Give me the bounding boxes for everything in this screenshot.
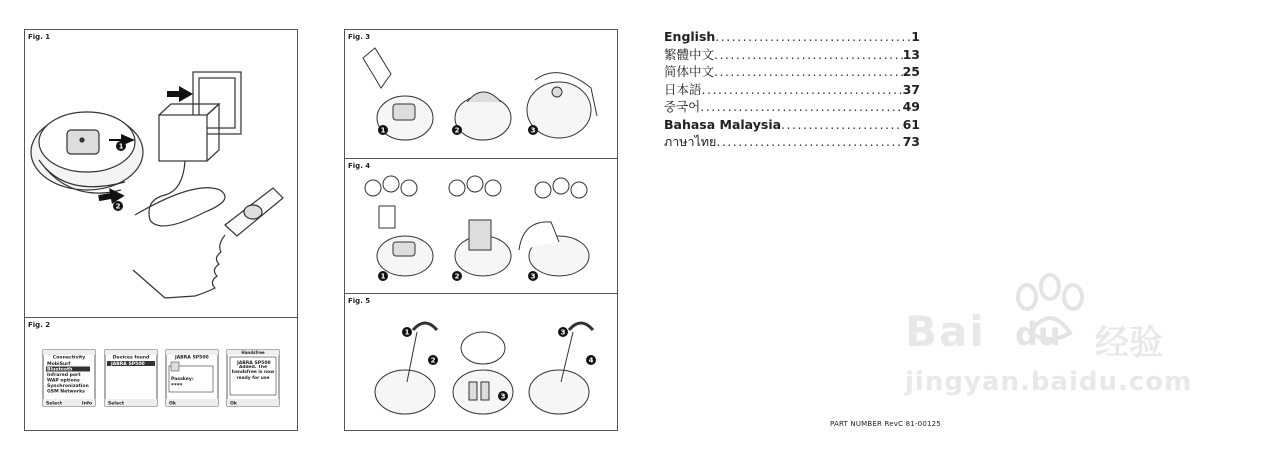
fig1-label: Fig. 1: [28, 33, 51, 41]
svg-text:2: 2: [454, 126, 460, 135]
toc-language: ภาษาไทย: [664, 134, 717, 149]
toc-page: 49: [902, 99, 920, 114]
toc-entry[interactable]: [664, 63, 920, 81]
toc-page: 25: [902, 64, 920, 79]
svg-text:3: 3: [530, 272, 536, 281]
toc-leader: [715, 28, 911, 46]
toc-leader: [700, 98, 902, 116]
toc-entry[interactable]: [664, 81, 920, 99]
fig2-phone-screens: [25, 320, 297, 425]
fig5-illustration: [345, 296, 617, 426]
toc-leader: [781, 116, 903, 134]
svg-text:3: 3: [560, 328, 566, 337]
screen4-message: Added. The handsfree is now ready for use: [231, 365, 275, 381]
fig4-illustration: [345, 160, 617, 290]
toc-language: 日本語: [664, 81, 702, 97]
toc-language: 繁體中文: [664, 46, 715, 62]
watermark-brand-cn: 经验: [1095, 323, 1163, 363]
panel-divider-2: [345, 293, 617, 294]
screen4-device: JABRA SP500: [237, 361, 271, 366]
svg-text:2: 2: [454, 272, 460, 281]
table-of-contents: [664, 28, 920, 151]
screen1-item-3: Infrared port: [47, 373, 81, 378]
screen2-title: Devices found: [112, 355, 150, 361]
lock-icon: [171, 362, 179, 371]
toc-page: 73: [902, 134, 920, 149]
screen1-item-2: Bluetooth: [47, 367, 73, 373]
toc-leader: [716, 133, 902, 151]
toc-page: 37: [902, 81, 920, 97]
figure-panel-left: [24, 29, 298, 431]
toc-language: English: [664, 29, 716, 44]
step-1-label: 1: [118, 142, 124, 151]
toc-entry[interactable]: [664, 116, 920, 134]
svg-text:1: 1: [380, 126, 386, 135]
arrow-to-socket: [167, 86, 193, 102]
toc-language: Bahasa Malaysia: [664, 116, 782, 132]
svg-text:1: 1: [380, 272, 386, 281]
fig1-illustration: [25, 30, 297, 315]
screen1-softkey-right: Info: [81, 401, 92, 407]
screen3-softkey-left: Ok: [169, 401, 176, 407]
fig5-label: Fig. 5: [348, 297, 371, 305]
svg-text:2: 2: [430, 356, 436, 365]
toc-entry[interactable]: [664, 98, 920, 116]
fig3-illustration: [345, 30, 617, 155]
panel-divider-1: [345, 158, 617, 159]
fig4-label: Fig. 4: [348, 162, 371, 170]
screen1-item-6: GSM Networks: [47, 389, 85, 395]
fig2-label: Fig. 2: [28, 321, 51, 329]
part-number: PART NUMBER RevC 81-00125: [830, 420, 941, 428]
watermark-brand: Bai: [905, 307, 986, 356]
svg-text:3: 3: [500, 392, 506, 401]
phone-screen-connectivity: [43, 350, 95, 407]
screen3-passkey-value: ****: [171, 383, 183, 389]
screen2-softkey-left: Select: [108, 401, 125, 407]
toc-language: 중국어: [664, 99, 701, 114]
screen2-device: JABRA SP500: [111, 362, 145, 367]
phone-screen-devices-found: [105, 350, 157, 407]
phone-screen-passkey: [166, 350, 218, 407]
toc-entry[interactable]: [664, 46, 920, 64]
watermark-url: jingyan.baidu.com: [905, 367, 1193, 397]
toc-leader: [714, 63, 903, 81]
svg-text:1: 1: [404, 328, 410, 337]
screen3-device: JABRA SP500: [175, 355, 209, 361]
toc-leader: [702, 81, 903, 99]
screen1-item-5: Synchronization: [47, 384, 89, 389]
wall-charger: [159, 115, 207, 161]
screen1-item-4: WAP options: [47, 378, 80, 384]
toc-entry[interactable]: [664, 28, 920, 46]
toc-entry[interactable]: [664, 133, 920, 151]
panel-divider: [25, 317, 297, 318]
svg-text:4: 4: [588, 356, 594, 365]
screen1-softkey-left: Select: [46, 401, 63, 407]
screen4-title: Handsfree: [241, 349, 265, 355]
phone-screen-handsfree: [227, 350, 279, 407]
step-2-label: 2: [115, 202, 121, 211]
screen4-softkey-left: Ok: [230, 401, 237, 407]
screen1-item-1: MobiSurf: [47, 362, 71, 367]
watermark-brand-suffix: du: [1015, 315, 1061, 353]
toc-language: 简体中文: [664, 64, 715, 79]
figure-panel-middle: [344, 29, 618, 431]
toc-leader: [714, 46, 903, 64]
svg-text:3: 3: [530, 126, 536, 135]
toc-page: 61: [902, 116, 920, 132]
screen3-passkey-label: Passkey:: [171, 377, 194, 382]
fig3-label: Fig. 3: [348, 33, 371, 41]
screen1-title: Connectivity: [52, 355, 86, 361]
baidu-watermark: [905, 275, 1205, 405]
toc-page: 13: [902, 46, 920, 62]
toc-page: 1: [911, 29, 920, 44]
